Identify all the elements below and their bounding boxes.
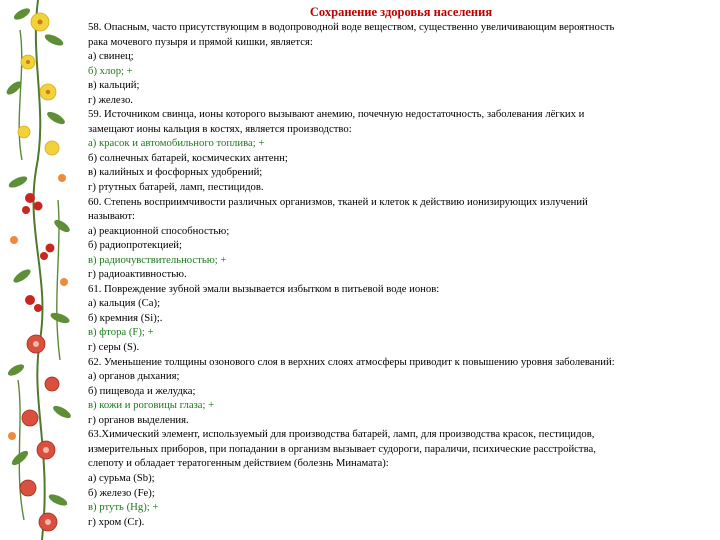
- page-title: Сохранение здоровья населения: [309, 5, 493, 19]
- text-line: 62. Уменьшение толщины озонового слоя в верхних слоях атмосферы приводит к повышению уровня заболеваний:: [88, 355, 615, 368]
- text-line: 61. Повреждение зубной эмали вызывается избытком в питьевой воде ионов:: [88, 282, 440, 295]
- floral-border-decoration: [0, 0, 82, 540]
- text-line: слепоту и обладает тератогенным действием (болезнь Минамата):: [88, 457, 389, 470]
- correct-answer-line: в) радиочувствительностью; +: [88, 253, 227, 266]
- text-line: а) кальция (Са);: [88, 297, 161, 310]
- text-line: 63.Химический элемент, используемый для производства батарей, ламп, для производства красок, пестицидов,: [88, 428, 595, 441]
- text-line: б) солнечных батарей, космических антенн;: [88, 151, 288, 164]
- text-line: 58. Опасным, часто присутствующим в водопроводной воде веществом, существенно увеличивающим вероятность: [88, 21, 615, 33]
- text-line: измерительных приборов, при попадании в организм вызывает судороги, параличи, психические расстройства,: [88, 442, 596, 455]
- text-line: б) кремния (Si);.: [88, 311, 163, 324]
- text-line: а) сурьма (Sb);: [88, 471, 155, 484]
- text-line: г) органов выделения.: [88, 413, 189, 426]
- correct-answer-line: в) фтора (F); +: [88, 326, 154, 339]
- text-line: 60. Степень восприимчивости различных организмов, тканей и клеток к действию ионизирующих излучений: [88, 195, 588, 208]
- text-line: б) железо (Fe);: [88, 486, 155, 499]
- correct-answer-line: б) хлор; +: [88, 64, 133, 77]
- text-line: называют:: [88, 210, 135, 223]
- question-list: [88, 20, 716, 529]
- text-line: г) радиоактивностью.: [88, 268, 187, 281]
- text-line: г) серы (S).: [88, 341, 140, 354]
- text-line: г) железо.: [88, 93, 133, 106]
- correct-answer-line: а) красок и автомобильного топлива; +: [88, 137, 265, 150]
- text-line: б) радиопротекцией;: [88, 239, 183, 252]
- text-line: в) кальций;: [88, 79, 140, 92]
- correct-answer-line: в) кожи и роговицы глаза; +: [88, 399, 215, 412]
- text-line: а) свинец;: [88, 50, 134, 63]
- text-line: рака мочевого пузыря и прямой кишки, является:: [88, 35, 313, 48]
- text-line: а) реакционной способностью;: [88, 224, 230, 237]
- text-line: г) хром (Cr).: [88, 515, 145, 528]
- text-line: в) калийных и фосфорных удобрений;: [88, 166, 263, 179]
- text-line: г) ртутных батарей, ламп, пестицидов.: [88, 181, 264, 194]
- text-line: а) органов дыхания;: [88, 370, 180, 383]
- text-line: 59. Источником свинца, ионы которого вызывают анемию, почечную недостаточность, заболевания лёгких и: [88, 108, 585, 121]
- text-line: замещают ионы кальция в костях, является производство:: [88, 122, 352, 135]
- text-line: б) пищевода и желудка;: [88, 384, 196, 397]
- correct-answer-line: в) ртуть (Hg); +: [88, 501, 159, 514]
